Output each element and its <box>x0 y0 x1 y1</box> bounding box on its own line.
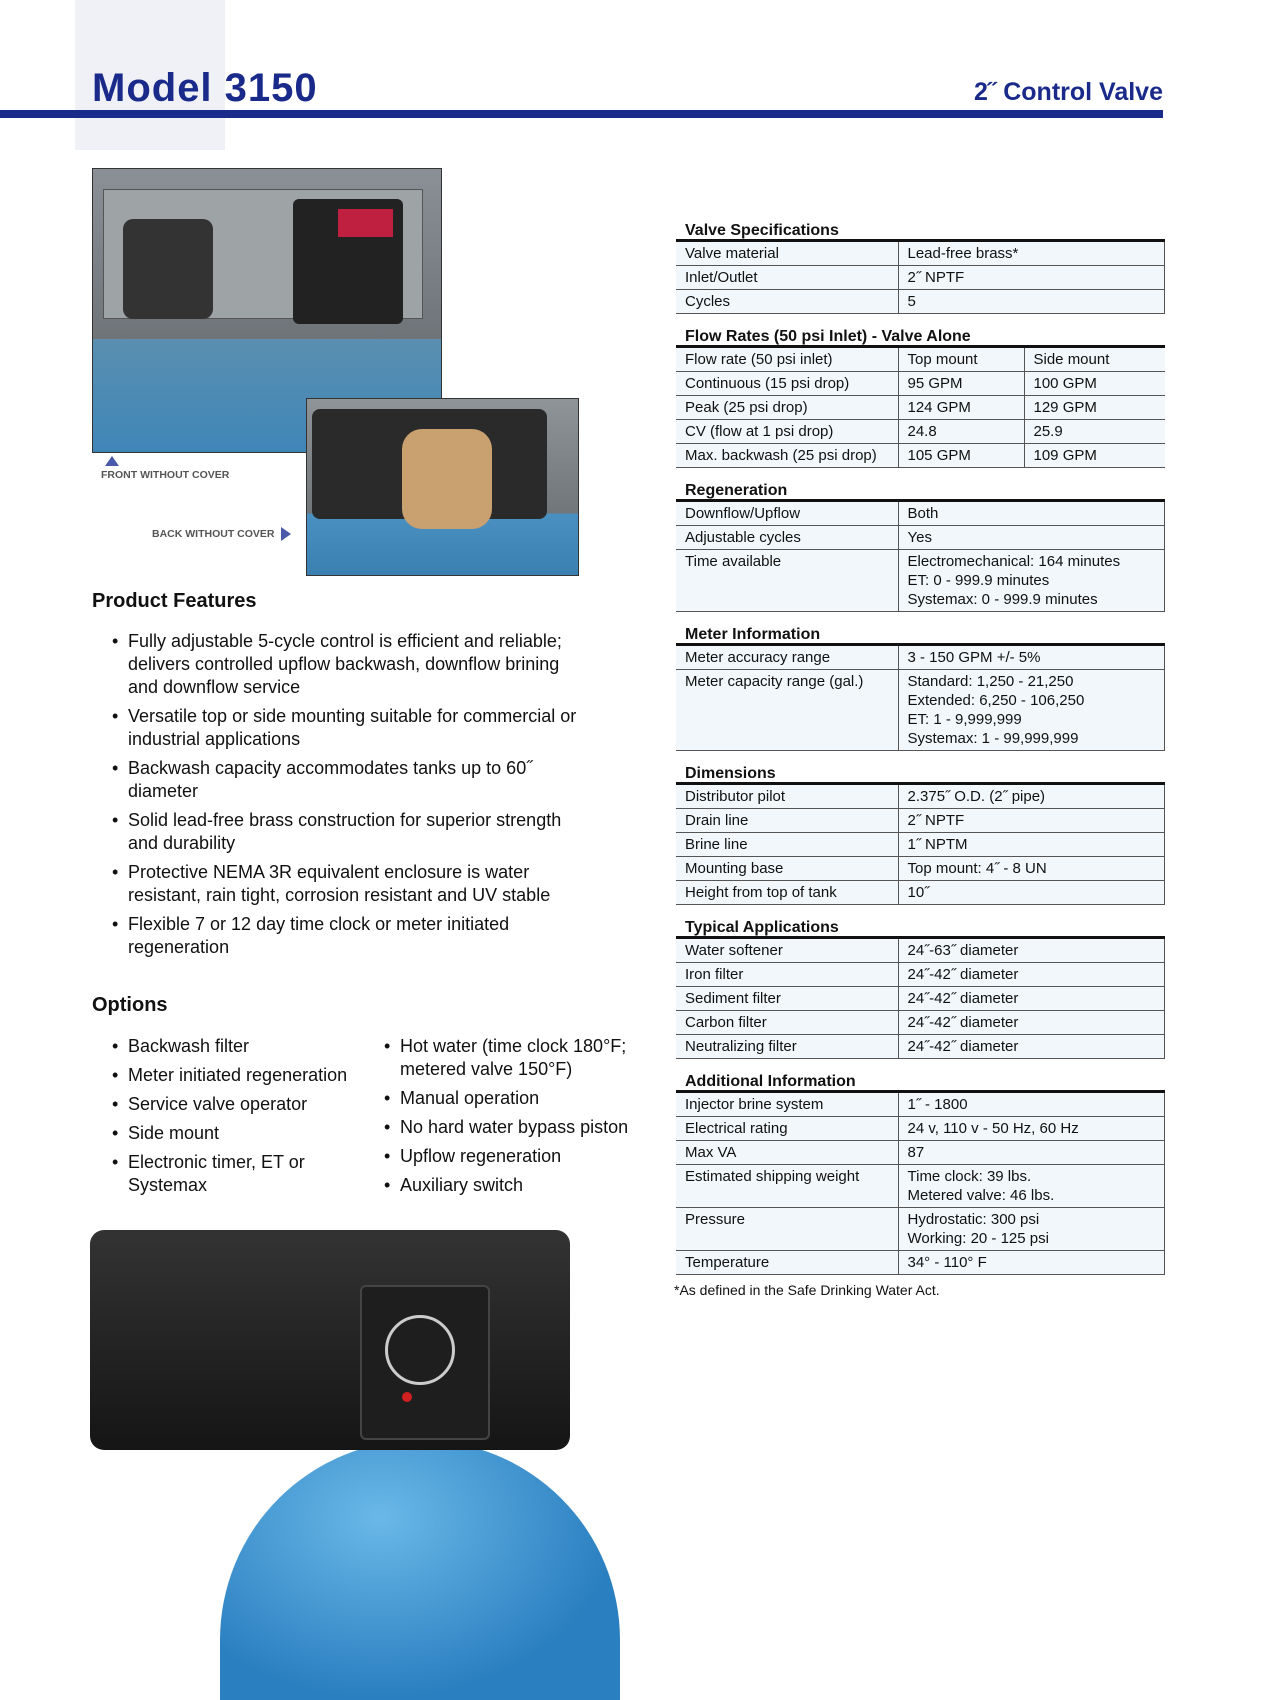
table-cell: 24.8 <box>898 420 1024 444</box>
table-cell: Injector brine system <box>676 1093 898 1117</box>
table-cell: Meter accuracy range <box>676 646 898 670</box>
spec-tables <box>676 220 1165 1275</box>
table-cell: 5 <box>898 290 1165 314</box>
table-cell: Mounting base <box>676 857 898 881</box>
table-cell: Hydrostatic: 300 psi Working: 20 - 125 psi <box>898 1208 1165 1251</box>
table-cell: Continuous (15 psi drop) <box>676 372 898 396</box>
features-list <box>108 630 588 965</box>
table-row <box>676 987 1165 1011</box>
list-item: • Hot water (time clock 180°F; metered valve 150°F) <box>380 1035 650 1081</box>
table-row <box>676 242 1165 266</box>
table-cell: 24 v, 110 v - 50 Hz, 60 Hz <box>898 1117 1165 1141</box>
table-title: Dimensions <box>676 763 1165 785</box>
table-row <box>676 266 1165 290</box>
table-cell: Time available <box>676 550 898 612</box>
back-caption-text: BACK WITHOUT COVER <box>152 527 275 540</box>
options-list-1 <box>108 1035 358 1203</box>
table-cell: Temperature <box>676 1251 898 1275</box>
table-row <box>676 963 1165 987</box>
table-cell: 1˝ - 1800 <box>898 1093 1165 1117</box>
front-caption-text: FRONT WITHOUT COVER <box>101 469 230 481</box>
list-item: • Upflow regeneration <box>380 1145 650 1168</box>
table-row <box>676 290 1165 314</box>
table-title: Valve Specifications <box>676 220 1165 242</box>
list-item: • Auxiliary switch <box>380 1174 650 1197</box>
list-item: • Protective NEMA 3R equivalent enclosure is water resistant, rain tight, corrosion resistant and UV stable <box>108 861 588 907</box>
spec-table <box>676 1093 1165 1275</box>
list-item: • Manual operation <box>380 1087 650 1110</box>
table-cell: Pressure <box>676 1208 898 1251</box>
table-cell: 87 <box>898 1141 1165 1165</box>
list-item: • Meter initiated regeneration <box>108 1064 358 1087</box>
spec-table <box>676 646 1165 751</box>
table-cell: Electrical rating <box>676 1117 898 1141</box>
table-row <box>676 348 1165 372</box>
table-cell: Sediment filter <box>676 987 898 1011</box>
table-cell: Time clock: 39 lbs. Metered valve: 46 lbs. <box>898 1165 1165 1208</box>
table-cell: Downflow/Upflow <box>676 502 898 526</box>
table-cell: 25.9 <box>1024 420 1165 444</box>
list-item: • No hard water bypass piston <box>380 1116 650 1139</box>
table-row <box>676 526 1165 550</box>
footnote: *As defined in the Safe Drinking Water Act. <box>674 1282 940 1298</box>
table-cell: Carbon filter <box>676 1011 898 1035</box>
table-cell: Top mount <box>898 348 1024 372</box>
spec-table <box>676 502 1165 612</box>
table-cell: Electromechanical: 164 minutes ET: 0 - 999.9 minutes Systemax: 0 - 999.9 minutes <box>898 550 1165 612</box>
table-row <box>676 881 1165 905</box>
table-cell: 24˝-42˝ diameter <box>898 987 1165 1011</box>
table-cell: 34° - 110° F <box>898 1251 1165 1275</box>
table-cell: 124 GPM <box>898 396 1024 420</box>
spec-table <box>676 242 1165 314</box>
table-row <box>676 1165 1165 1208</box>
table-row <box>676 1035 1165 1059</box>
table-row <box>676 646 1165 670</box>
table-title: Flow Rates (50 psi Inlet) - Valve Alone <box>676 326 1165 348</box>
table-row <box>676 444 1165 468</box>
table-row <box>676 502 1165 526</box>
table-cell: 100 GPM <box>1024 372 1165 396</box>
header-rule <box>0 110 1163 118</box>
table-cell: Height from top of tank <box>676 881 898 905</box>
table-cell: Cycles <box>676 290 898 314</box>
table-cell: 129 GPM <box>1024 396 1165 420</box>
table-cell: 24˝-42˝ diameter <box>898 963 1165 987</box>
list-item: • Flexible 7 or 12 day time clock or meter initiated regeneration <box>108 913 588 959</box>
table-cell: 24˝-63˝ diameter <box>898 939 1165 963</box>
table-row <box>676 785 1165 809</box>
page-subtitle: 2˝ Control Valve <box>974 78 1163 106</box>
table-cell: 2˝ NPTF <box>898 266 1165 290</box>
spec-table <box>676 348 1165 468</box>
table-cell: 95 GPM <box>898 372 1024 396</box>
spec-table <box>676 939 1165 1059</box>
list-item: • Versatile top or side mounting suitable for commercial or industrial applications <box>108 705 588 751</box>
table-cell: Valve material <box>676 242 898 266</box>
list-item: • Solid lead-free brass construction for superior strength and durability <box>108 809 588 855</box>
table-row <box>676 833 1165 857</box>
table-cell: 3 - 150 GPM +/- 5% <box>898 646 1165 670</box>
table-row <box>676 857 1165 881</box>
list-item: • Backwash capacity accommodates tanks up to 60˝ diameter <box>108 757 588 803</box>
table-cell: CV (flow at 1 psi drop) <box>676 420 898 444</box>
features-heading: Product Features <box>92 590 257 612</box>
table-cell: 2˝ NPTF <box>898 809 1165 833</box>
table-cell: Iron filter <box>676 963 898 987</box>
table-row <box>676 396 1165 420</box>
table-row <box>676 670 1165 751</box>
table-cell: Standard: 1,250 - 21,250 Extended: 6,250 - 106,250 ET: 1 - 9,999,999 Systemax: 1 - 99,999,999 <box>898 670 1165 751</box>
options-heading: Options <box>92 994 168 1016</box>
options-list-2 <box>380 1035 650 1203</box>
table-cell: Drain line <box>676 809 898 833</box>
table-cell: Lead-free brass* <box>898 242 1165 266</box>
table-cell: 105 GPM <box>898 444 1024 468</box>
table-row <box>676 809 1165 833</box>
table-cell: Max VA <box>676 1141 898 1165</box>
table-title: Typical Applications <box>676 917 1165 939</box>
table-cell: Distributor pilot <box>676 785 898 809</box>
table-cell: Water softener <box>676 939 898 963</box>
table-cell: Top mount: 4˝ - 8 UN <box>898 857 1165 881</box>
table-cell: Brine line <box>676 833 898 857</box>
table-cell: 10˝ <box>898 881 1165 905</box>
table-cell: Both <box>898 502 1165 526</box>
table-row <box>676 1011 1165 1035</box>
table-row <box>676 550 1165 612</box>
list-item: • Backwash filter <box>108 1035 358 1058</box>
table-cell: 24˝-42˝ diameter <box>898 1011 1165 1035</box>
table-cell: Yes <box>898 526 1165 550</box>
table-cell: 24˝-42˝ diameter <box>898 1035 1165 1059</box>
table-cell: Peak (25 psi drop) <box>676 396 898 420</box>
table-row <box>676 372 1165 396</box>
table-row <box>676 1141 1165 1165</box>
table-cell: Meter capacity range (gal.) <box>676 670 898 751</box>
triangle-right-icon <box>281 527 291 541</box>
triangle-up-icon <box>105 456 119 466</box>
spec-table <box>676 785 1165 905</box>
list-item: • Side mount <box>108 1122 358 1145</box>
table-cell: 2.375˝ O.D. (2˝ pipe) <box>898 785 1165 809</box>
table-cell: Flow rate (50 psi inlet) <box>676 348 898 372</box>
table-cell: Side mount <box>1024 348 1165 372</box>
table-cell: 109 GPM <box>1024 444 1165 468</box>
table-cell: Estimated shipping weight <box>676 1165 898 1208</box>
table-title: Regeneration <box>676 480 1165 502</box>
table-row <box>676 1208 1165 1251</box>
control-valve-photo <box>80 1200 640 1650</box>
table-cell: Max. backwash (25 psi drop) <box>676 444 898 468</box>
list-item: • Fully adjustable 5-cycle control is efficient and reliable; delivers controlled upflow backwash, downflow brining and downflow service <box>108 630 588 699</box>
page-title: Model 3150 <box>92 66 318 110</box>
table-row <box>676 939 1165 963</box>
table-title: Additional Information <box>676 1071 1165 1093</box>
back-caption <box>152 527 291 541</box>
table-row <box>676 1093 1165 1117</box>
table-row <box>676 420 1165 444</box>
table-row <box>676 1251 1165 1275</box>
list-item: • Electronic timer, ET or Systemax <box>108 1151 358 1197</box>
table-row <box>676 1117 1165 1141</box>
back-valve-photo <box>306 398 579 576</box>
front-caption <box>101 456 229 481</box>
table-title: Meter Information <box>676 624 1165 646</box>
list-item: • Service valve operator <box>108 1093 358 1116</box>
table-cell: Neutralizing filter <box>676 1035 898 1059</box>
table-cell: Inlet/Outlet <box>676 266 898 290</box>
table-cell: 1˝ NPTM <box>898 833 1165 857</box>
table-cell: Adjustable cycles <box>676 526 898 550</box>
